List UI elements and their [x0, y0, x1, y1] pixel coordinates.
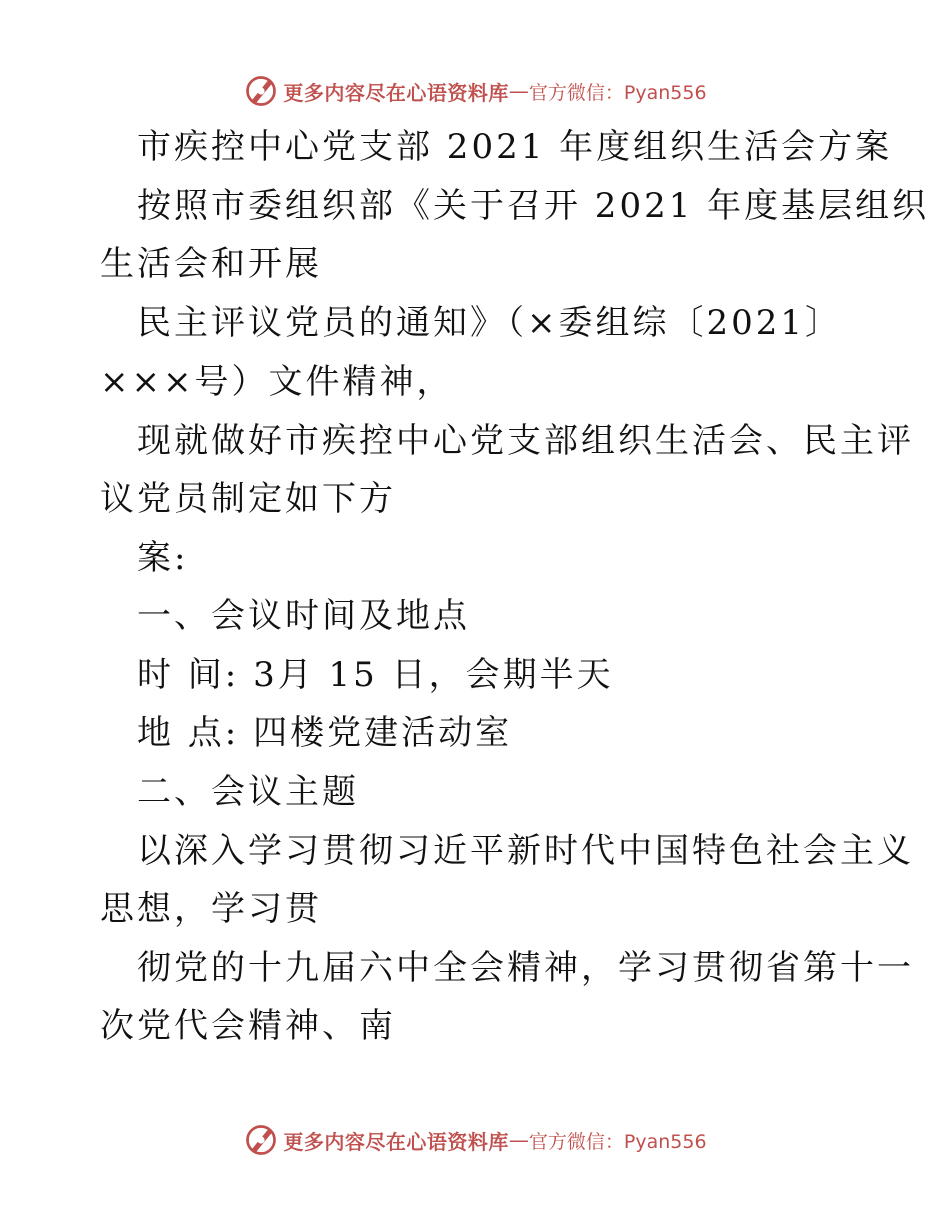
document-title: 市疾控中心党支部 2021 年度组织生活会方案: [137, 127, 893, 167]
paragraph-line: 议党员制定如下方: [100, 479, 396, 519]
section-heading: 一、会议时间及地点: [137, 596, 470, 636]
paragraph-line: 按照市委组织部《关于召开 2021 年度基层组织: [137, 186, 930, 226]
paragraph-line: 以深入学习贯彻习近平新时代中国特色社会主义: [137, 831, 914, 871]
paragraph-line: 彻党的十九届六中全会精神，学习贯彻省第十一: [137, 948, 914, 988]
watermark-text: 更多内容尽在心语资料库: [283, 80, 509, 105]
paragraph-line: 时 间: 3月 15 日，会期半天: [137, 655, 614, 695]
paragraph-line: ×××号）文件精神，: [100, 362, 454, 402]
paragraph-line: 次党代会精神、南: [100, 1006, 396, 1046]
pen-logo-icon: [243, 73, 279, 109]
paragraph-line: 生活会和开展: [100, 244, 322, 284]
watermark-contact: 官方微信：Pyan556: [528, 1130, 707, 1153]
watermark-dash: —: [508, 79, 529, 103]
paragraph-line: 案:: [137, 538, 189, 578]
pen-logo-icon: [243, 1122, 279, 1158]
watermark-dash: —: [508, 1128, 529, 1152]
watermark-contact: 官方微信：Pyan556: [528, 81, 707, 104]
paragraph-line: 现就做好市疾控中心党支部组织生活会、民主评: [137, 421, 914, 461]
watermark-header: [0, 71, 950, 111]
watermark-text: 更多内容尽在心语资料库: [283, 1129, 509, 1154]
watermark-footer: [0, 1120, 950, 1160]
paragraph-line: 思想，学习贯: [100, 889, 322, 929]
section-heading: 二、会议主题: [137, 772, 359, 812]
paragraph-line: 地 点: 四楼党建活动室: [137, 713, 513, 753]
paragraph-line: 民主评议党员的通知》（×委组综〔2021〕: [137, 303, 843, 343]
